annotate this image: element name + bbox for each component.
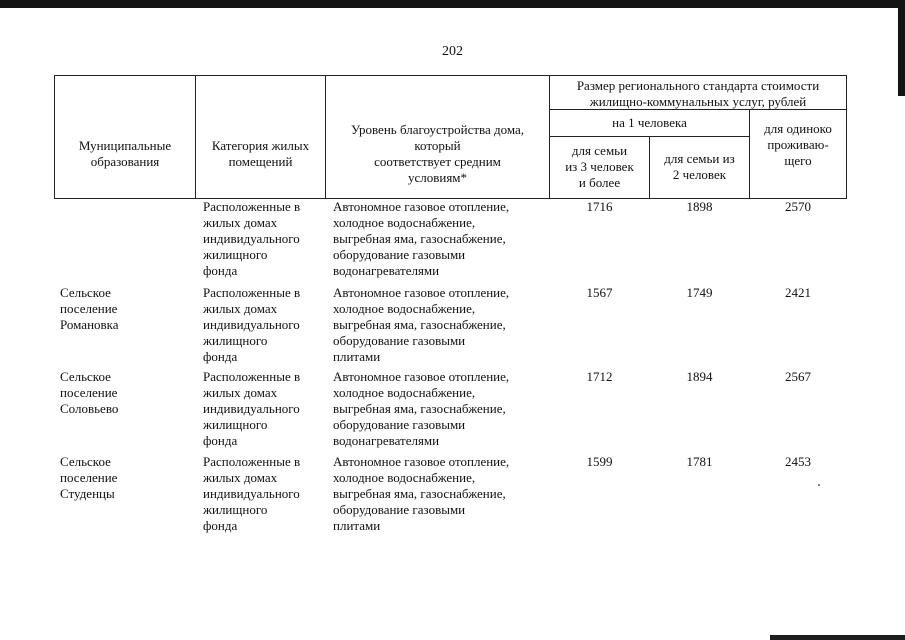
scan-speck [818,484,820,486]
scan-border-bottom [770,635,905,640]
row-value-single: 2453 [785,454,811,469]
page-number: 202 [442,44,463,59]
row-municipality: Сельское поселение Студенцы [60,454,118,501]
row-value-family2: 1749 [686,285,713,300]
row-value-family3: 1712 [586,369,613,384]
row-category: Расположенные в жилых домах индивидуального жилищного фонда [203,454,301,533]
header-border-left [54,75,55,199]
row-value-family3: 1599 [586,454,613,469]
row-level: Автономное газовое отопление, холодное водоснабжение, выгребная яма, газоснабжение, оборудование газовыми водонагревателями [333,199,510,278]
row-level: Автономное газовое отопление, холодное водоснабжение, выгребная яма, газоснабжение, оборудование газовыми плитами [333,285,510,364]
row-value-single: 2421 [785,285,811,300]
row-value-family2: 1898 [686,199,713,214]
header-category: Категория жилых помещений [211,138,310,169]
header-per-person: на 1 человека [612,115,687,130]
row-municipality: Сельское поселение Соловьево [60,369,119,416]
header-single: для одиноко проживаю- щего [764,121,832,168]
header-border-right [846,75,847,199]
row-value-family2: 1781 [686,454,713,469]
row-value-family3: 1716 [586,199,613,214]
row-category: Расположенные в жилых домах индивидуального жилищного фонда [203,199,301,278]
scan-border-top [0,0,905,8]
header-family3: для семьи из 3 человек и более [565,143,634,190]
header-standard-group: Размер регионального стандарта стоимости жилищно-коммунальных услуг, рублей [576,78,820,109]
row-municipality: Сельское поселение Романовка [60,285,119,332]
table-top-border [54,75,847,76]
row-value-single: 2567 [785,369,811,384]
row-value-family2: 1894 [686,369,713,384]
row-category: Расположенные в жилых домах индивидуального жилищного фонда [203,285,301,364]
row-level: Автономное газовое отопление, холодное водоснабжение, выгребная яма, газоснабжение, оборудование газовыми водонагревателями [333,369,510,448]
row-level: Автономное газовое отопление, холодное водоснабжение, выгребная яма, газоснабжение, оборудование газовыми плитами [333,454,510,533]
row-category: Расположенные в жилых домах индивидуального жилищного фонда [203,369,301,448]
row-value-single: 2570 [785,199,811,214]
header-divider-1 [195,75,196,199]
row-value-family3: 1567 [586,285,613,300]
header-level: Уровень благоустройства дома, который соответствует средним условиям* [350,122,525,185]
header-municipality: Муниципальные образования [78,138,172,169]
header-family2: для семьи из 2 человек [664,151,735,182]
